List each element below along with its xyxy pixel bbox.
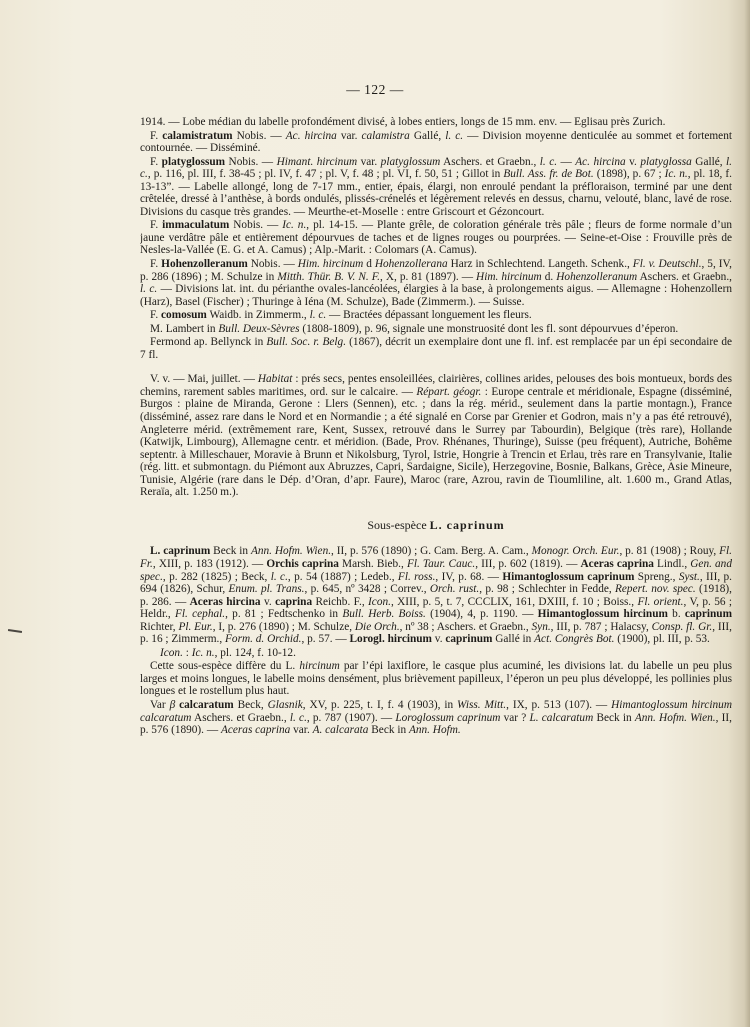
paragraph-q2: Icon. : Ic. n., pl. 124, f. 10-12. [160, 646, 296, 659]
paragraph-p9: V. v. — Mai, juillet. — Habitat : prés secs, pentes ensoleillées, clairières, collines arides, pelouses des bois montueux, bords des chemins, rarement sables maritimes, ord. sur le calcaire. — Répart. géogr. : Europe centrale et méridionale, Espagne (disséminé, Burgos : plaine de Miranda, Gerone : Llers (Sennen), etc. ; dans la rég. mérid., seulement dans la partie montagn.), France (disséminé, assez rare dans le Nord et en Normandie ; a été signalé en Corse par Grenier et Godron, mais n’y a pas été retrouvé), Angleterre mérid. (extrêmement rare, Kent, Sussex, retrouvé dans le Surrey par Tabourdin), Belgique (très rare), Hollande (Katwijk, Limbourg), Allemagne centr. et méridion. (Bade, Prov. Rhénanes, Thuringe), Suisse (peu fréquent), Autriche, Bohême septentr. à Milleschauer, Moravie à Brunn et Nikolsburg, Tyrol, Istrie, Hongrie à Trencin et Erlau, très rare en Transylvanie, Italie (rég. litt. et submontagn. du Piémont aux Abruzzes, Capri, Sardaigne, Sicile), Herzegovine, Bosnie, Balkans, Grèce, Asie Mineure, Tunisie, Algérie (rare dans le Dép. d’Oran, d’apr. Faure), Maroc (rare, Azrou, ravin de Tioumliline, alt. 1.600 m., Grand Atlas, Reraïa, alt. 1.250 m.). [140, 373, 732, 499]
paragraph-q3: Cette sous-espèce diffère du L. hircinum par l’épi laxiflore, le casque plus acuminé, les divisions lat. du labelle un peu plus larges et moins longues, le labelle moins densément, plus brièvement papilleux, l’éperon un peu plus développé, les pollinies plus longues et le rostellum plus haut. [140, 660, 732, 698]
paragraph-p6: F. comosum Waidb. in Zimmerm., l. c. — Bractées dépassant longuement les fleurs. [150, 309, 532, 322]
paragraph-p4: F. immaculatum Nobis. — Ic. n., pl. 14-15. — Plante grêle, de coloration générale très pâle ; fleurs de forme normale d’un jaune verdâtre pâle et entièrement dépourvues de taches et de lignes rouges ou pourprées. — Seine-et-Oise : Frouville près de Nesles-la-Vallée (E. G. et A. Camus) ; Alp.-Marit. : Colomars (A. Camus). [140, 219, 732, 257]
paragraph-q4: Var β calcaratum Beck, Glasnik, XV, p. 225, t. I, f. 4 (1903), in Wiss. Mitt., IX, p. 513 (107). — Himantoglossum hircinum calcaratum Aschers. et Graebn., l. c., p. 787 (1907). — Loroglossum caprinum var ? L. calcaratum Beck in Ann. Hofm. Wien., II, p. 576 (1890). — Aceras caprina var. A. calcarata Beck in Ann. Hofm. [140, 698, 732, 737]
paragraph-p8: Fermond ap. Bellynck in Bull. Soc. r. Belg. (1867), décrit un exemplaire dont une fl. inf. est remplacée par un épi secondaire de 7 fl. [140, 336, 732, 361]
paragraph-p7: M. Lambert in Bull. Deux-Sèvres (1808-1809), p. 96, signale une monstruosité dont les fl. sont dépourvues d’éperon. [150, 322, 679, 335]
page-body [140, 116, 732, 738]
form-descriptions-section [140, 116, 732, 499]
paragraph-p1: 1914. — Lobe médian du labelle profondément divisé, à lobes entiers, longs de 15 mm. env. — Eglisau près Zurich. [140, 116, 666, 128]
subspecies-heading: Sous-espèce L. caprinum [367, 517, 505, 532]
margin-pencil-mark [8, 629, 22, 633]
paragraph-p2: F. calamistratum Nobis. — Ac. hircina var. calamistra Gallé, l. c. — Division moyenne denticulée au sommet et fortement contournée. — Disséminé. [140, 129, 732, 155]
page-binding-edge [744, 0, 750, 1027]
paragraph-q1: L. caprinum Beck in Ann. Hofm. Wien., II, p. 576 (1890) ; G. Cam. Berg. A. Cam., Monogr. Orch. Eur., p. 81 (1908) ; Rouy, Fl. Fr., XIII, p. 183 (1912). — Orchis caprina Marsh. Bieb., Fl. Taur. Cauc., III, p. 602 (1819). — Aceras caprina Lindl., Gen. and spec., p. 282 (1825) ; Beck, l. c., p. 54 (1887) ; Ledeb., Fl. ross., IV, p. 68. — Himantoglossum caprinum Spreng., Syst., III, p. 694 (1826), Schur, Enum. pl. Trans., p. 645, nº 3428 ; Correv., Orch. rust., p. 98 ; Schlechter in Fedde, Repert. nov. spec. (1918), p. 286. — Aceras hircina v. caprina Reichb. F., Icon., XIII, p. 5, t. 7, CCCLIX, 161, DXIII, f. 10 ; Boiss., Fl. orient., V, p. 56 ; Heldr., Fl. cephal., p. 81 ; Fedtschenko in Bull. Herb. Boiss. (1904), 4, p. 1190. — Himantoglossum hircinum b. caprinum Richter, Pl. Eur., I, p. 276 (1890) ; M. Schulze, Die Orch., nº 38 ; Aschers. et Graebn., Syn., III, p. 787 ; Halacsy, Consp. fl. Gr., III, p. 16 ; Zimmerm., Form. d. Orchid., p. 57. — Lorogl. hircinum v. caprinum Gallé in Act. Congrès Bot. (1900), pl. III, p. 53. [140, 545, 732, 646]
paragraph-p5: F. Hohenzolleranum Nobis. — Him. hircinum d Hohenzollerana Harz in Schlechtend. Langeth. Schenk., Fl. v. Deutschl., 5, IV, p. 286 (1896) ; M. Schulze in Mitth. Thür. B. V. N. F., X, p. 81 (1897). — Him. hircinum d. Hohenzolleranum Aschers. et Graebn., l. c. — Divisions lat. int. du périanthe ovales-lancéolées, élargies à la base, à prolongements aigus. — Allemagne : Hohenzollern (Harz), Basel (Fischer) ; Thuringe à Iéna (M. Schulze), Bade (Zimmerm.). — Suisse. [140, 258, 732, 308]
subspecies-section [140, 545, 732, 736]
paragraph-p3: F. platyglossum Nobis. — Himant. hircinum var. platyglossum Aschers. et Graebn., l. c. — Ac. hircina v. platyglossa Gallé, l. c., p. 116, pl. III, f. 38-45 ; pl. IV, f. 47 ; pl. V, f. 48 ; pl. VI, f. 50, 51 ; Gillot in Bull. Ass. fr. de Bot. (1898), p. 67 ; Ic. n., pl. 18, f. 13-13”. — Labelle allongé, long de 7-17 mm., entier, épais, élargi, non enroulé pendant la préfloraison, terminé par une dent crêtelée, dressé à l’anthèse, à bords ondulés, plissés-crénelés et légèrement relevés en dessus, charnu, velouté, blanc, lavé de rose. Divisions du casque très grandes. — Meurthe-et-Moselle : entre Griscourt et Gézoncourt. [140, 155, 732, 218]
page-number: — 122 — [346, 82, 404, 97]
